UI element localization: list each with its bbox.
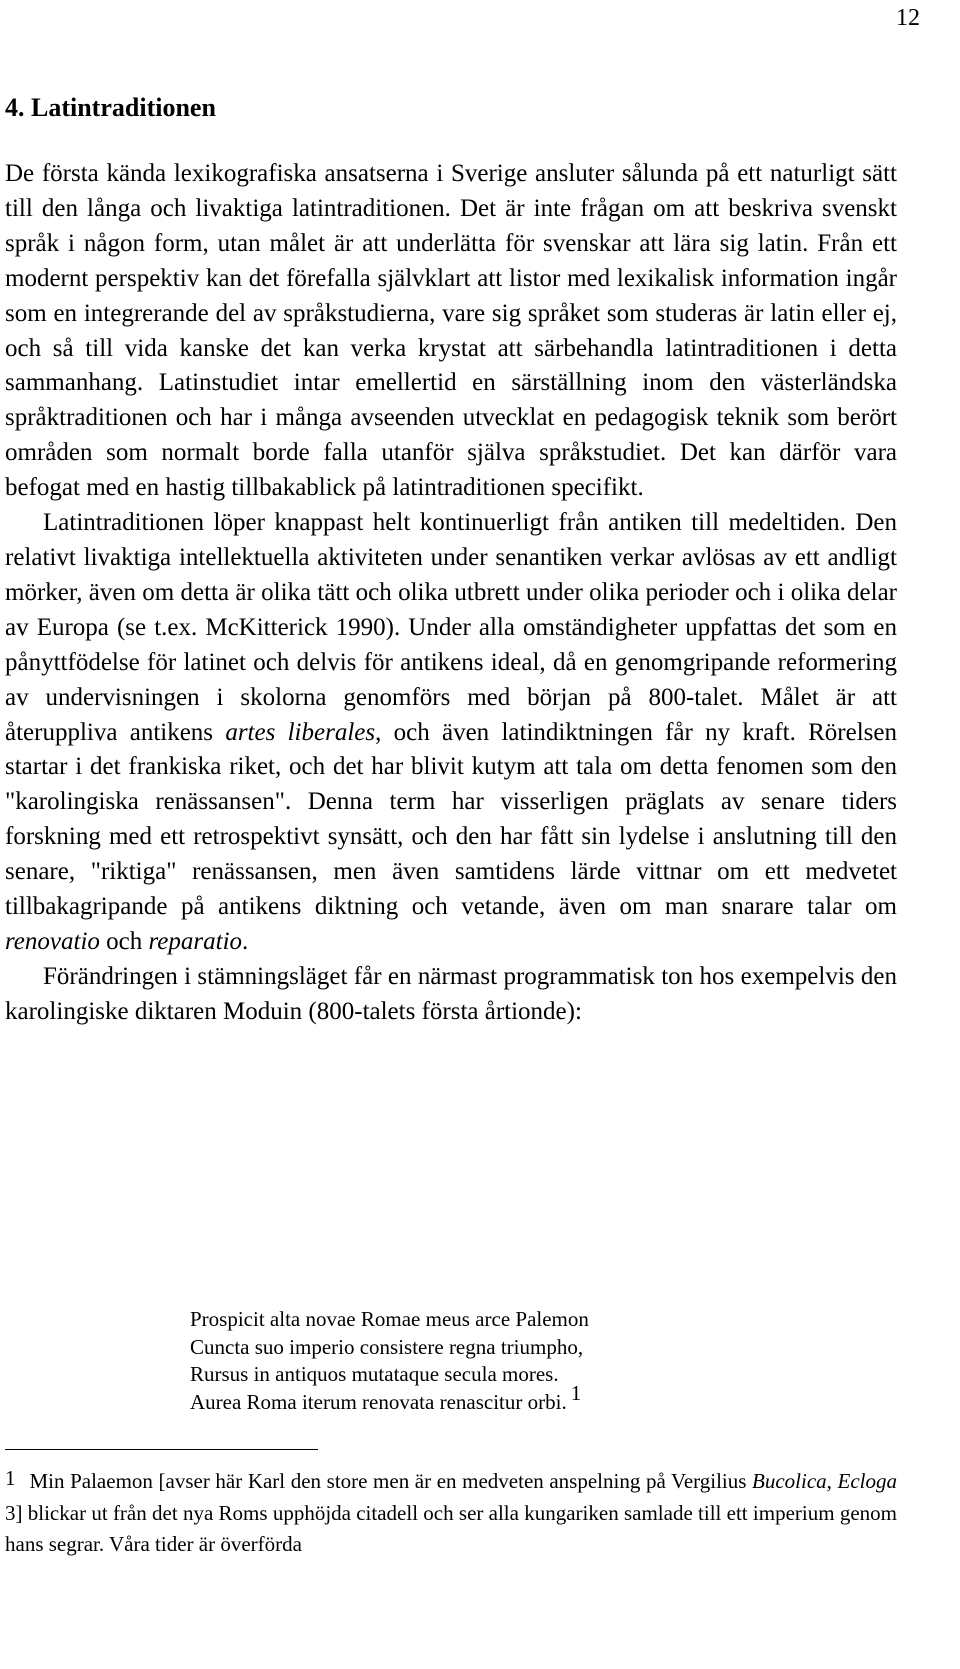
paragraph-2-part-2: , och även latindiktningen får ny kraft. Rörelsen startar i det frankiska riket, och det har blivit kutym att tala om detta fenomen som den "karolingiska renässansen". Denna term har visserligen präglats av senare tiders forskning med ett retrospektivt synsätt, och den har fått sin lydelse i anslutning till den senare, "riktiga" renässansen, men även samtidens lärde vittnar om ett medvetet tillbakagripande på antikens diktning och vetande, även om man snarare talar om <box>5 718 897 921</box>
paragraph-3: Förändringen i stämningsläget får en närmast programmatisk ton hos exempelvis den karolingiske diktaren Moduin (800-talets första årtionde): <box>5 962 897 1025</box>
paragraph-1 <box>5 157 897 506</box>
footnote-divider <box>5 1449 318 1450</box>
poem-line-3: Rursus in antiquos mutataque secula mores. <box>190 1362 559 1386</box>
italic-bucolica: Bucolica <box>752 1469 827 1493</box>
page-number: 12 <box>896 5 920 31</box>
footnote-separator: , <box>826 1469 838 1493</box>
footnote-reference[interactable]: 1 <box>570 1380 582 1405</box>
paragraph-1-part-2: Från ett modernt perspektiv kan det förefalla självklart att listor med lexikalisk information ingår som en integrerande del av språkstudierna, vare sig språket som studeras är latin eller ej, och så till vida kanske det kan verka krystat att särbehandla latintraditionen i detta sammanhang. <box>5 229 897 397</box>
footnote <box>5 1466 897 1561</box>
paragraph-2-part-4: . <box>242 927 249 955</box>
poem-line-2: Cuncta suo imperio consistere regna triumpho, <box>190 1334 584 1359</box>
body-text <box>5 157 897 1030</box>
footnote-part-2: 3] blickar ut från det nya Roms upphöjda citadell och ser alla kungariken samlade till ett imperium genom hans segrar. Våra tider är överförda <box>5 1500 897 1556</box>
section-heading: 4. Latintraditionen <box>5 93 216 122</box>
italic-renovatio: renovatio <box>5 927 100 955</box>
paragraph-2-part-3: och <box>99 927 149 955</box>
paragraph-1-part-3: Latinstudiet intar emellertid en särställning inom den västerländska språktraditionen och har i många avseenden utvecklat en pedagogisk teknik som berört områden som normalt borde falla utanför själva språkstudiet. Det kan därför vara befogat med en hastig tillbakablick på latintraditionen specifikt. <box>5 369 897 502</box>
poem-line-4: Aurea Roma iterum renovata renascitur orbi. <box>190 1389 567 1414</box>
paragraph-2-part-1: Latintraditionen löper knappast helt kontinuerligt från antiken till medeltiden. Den relativt livaktiga intellektuella aktiviteten under senantiken verkar avlösas av ett andligt mörker, även om detta är olika tätt och olika utbrett under olika perioder och i olika delar av Europa (se t.ex. McKitterick 1990). Under alla omständigheter uppfattas det som en pånyttfödelse för latinet och delvis för antikens ideal, då en genomgripande reformering av undervisningen i skolorna genomförs med början på 800-talet. Målet är att återuppliva antikens <box>5 509 897 746</box>
italic-ecloga: Ecloga <box>837 1469 898 1493</box>
paragraph-1-part-1: De första kända lexikografiska ansatserna i Sverige ansluter sålunda på ett naturligt sätt till den långa och livaktiga latintraditionen. Det är inte frågan om att beskriva svenskt språk i någon form, utan målet är att underlätta för svenskar att lära sig latin. <box>5 160 897 257</box>
footnote-marker: 1 <box>5 1466 16 1490</box>
latin-poem <box>190 1306 589 1416</box>
paragraph-2 <box>5 506 897 960</box>
italic-artes-liberales: artes liberales <box>225 718 376 746</box>
italic-reparatio: reparatio <box>148 927 243 955</box>
footnote-part-1: Min Palaemon [avser här Karl den store men är en medveten anspelning på Vergilius <box>29 1469 753 1493</box>
poem-line-4-wrapper <box>190 1380 589 1417</box>
poem-line-1: Prospicit alta novae Romae meus arce Palemon <box>190 1307 589 1331</box>
